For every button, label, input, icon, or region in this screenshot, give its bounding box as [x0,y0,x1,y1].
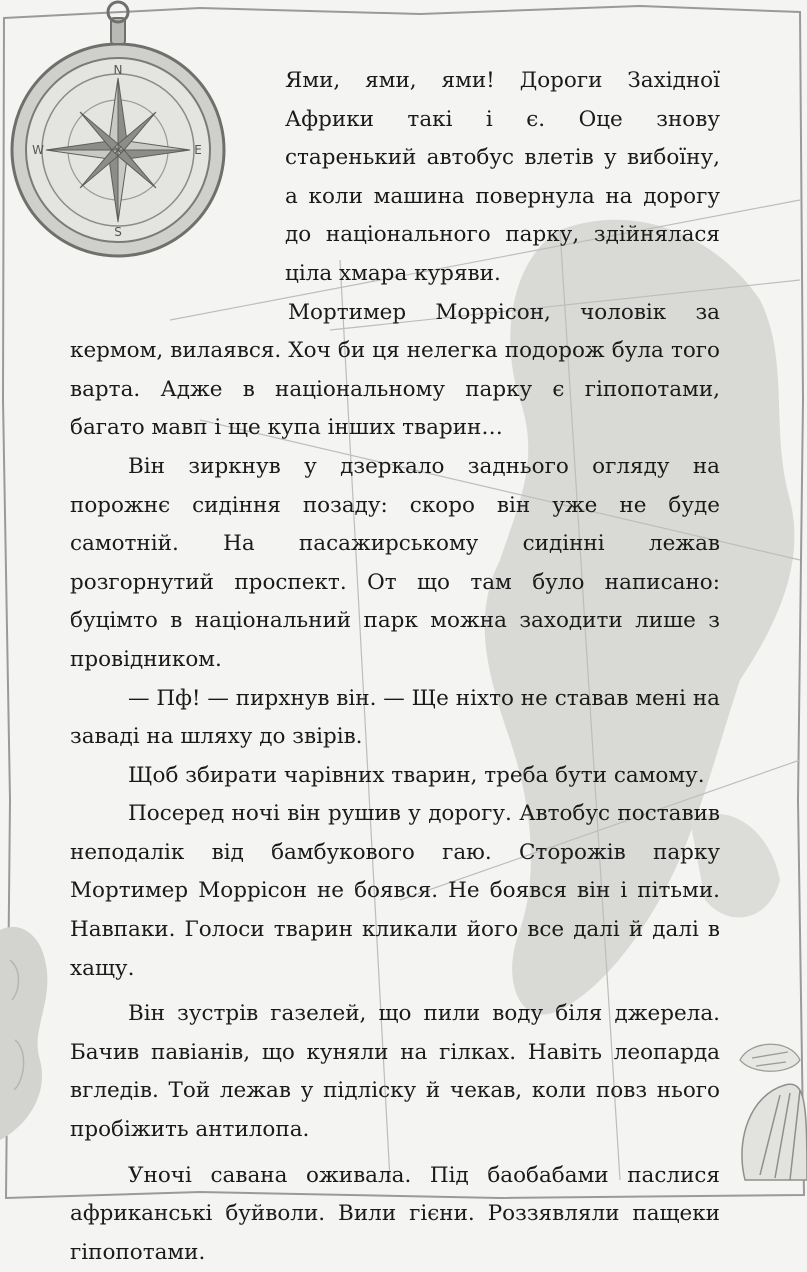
paragraph-8: Уночі савана оживала. Під баобабами паслися африканські буйволи. Вили гієни. Роззявляли пащеки гіпопотами. [70,1162,720,1265]
paragraph-2: Мортимер Моррісон, чоловік за кермом, вилаявся. Хоч би ця нелегка подорож була того варта. Адже в національному парку є гіпопотами, багато мавп і ще купа інших тварин… [70,299,720,441]
coral-decoration [0,927,47,1140]
paragraph-5: Щоб збирати чарівних тварин, треба бути самому. [128,762,705,788]
paragraph-6: Посеред ночі він рушив у дорогу. Автобус поставив неподалік від бамбукового гаю. Сторожів парку Мортимер Моррісон не боявся. Не боявся він і пітьми. Навпаки. Голоси тварин кликали його все далі й далі в хащу. [70,801,720,981]
compass-west-label: W [32,143,44,157]
compass-east-label: E [194,143,202,157]
shell-decoration-2 [740,1044,800,1071]
compass-south-label: S [114,225,122,239]
paragraph-4: — Пф! — пирхнув він. — Ще ніхто не ставав мені на заваді на шляху до звірів. [70,685,720,750]
paragraph-1: Ями, ями, ями! Дороги Західної Африки такі і є. Оце знову старенький автобус влетів у вибоїну, а коли машина повернула на дорогу до національного парку, здійнялася ціла хмара куряви. [285,68,720,286]
paragraph-3: Він зиркнув у дзеркало заднього огляду на порожнє сидіння позаду: скоро він уже не буде самотній. На пасажирському сидінні лежав розгорнутий проспект. От що там було написано: буцімто в національний парк можна заходити лише з провідником. [70,453,720,672]
paragraph-7: Він зустрів газелей, що пили воду біля джерела. Бачив павіанів, що куняли на гілках. Навіть леопарда вгледів. Той лежав у підліску й чекав, коли повз нього пробіжить антилопа. [70,1001,720,1143]
shell-decoration [742,1084,807,1180]
story-text [70,62,720,1272]
compass-north-label: N [113,63,123,77]
